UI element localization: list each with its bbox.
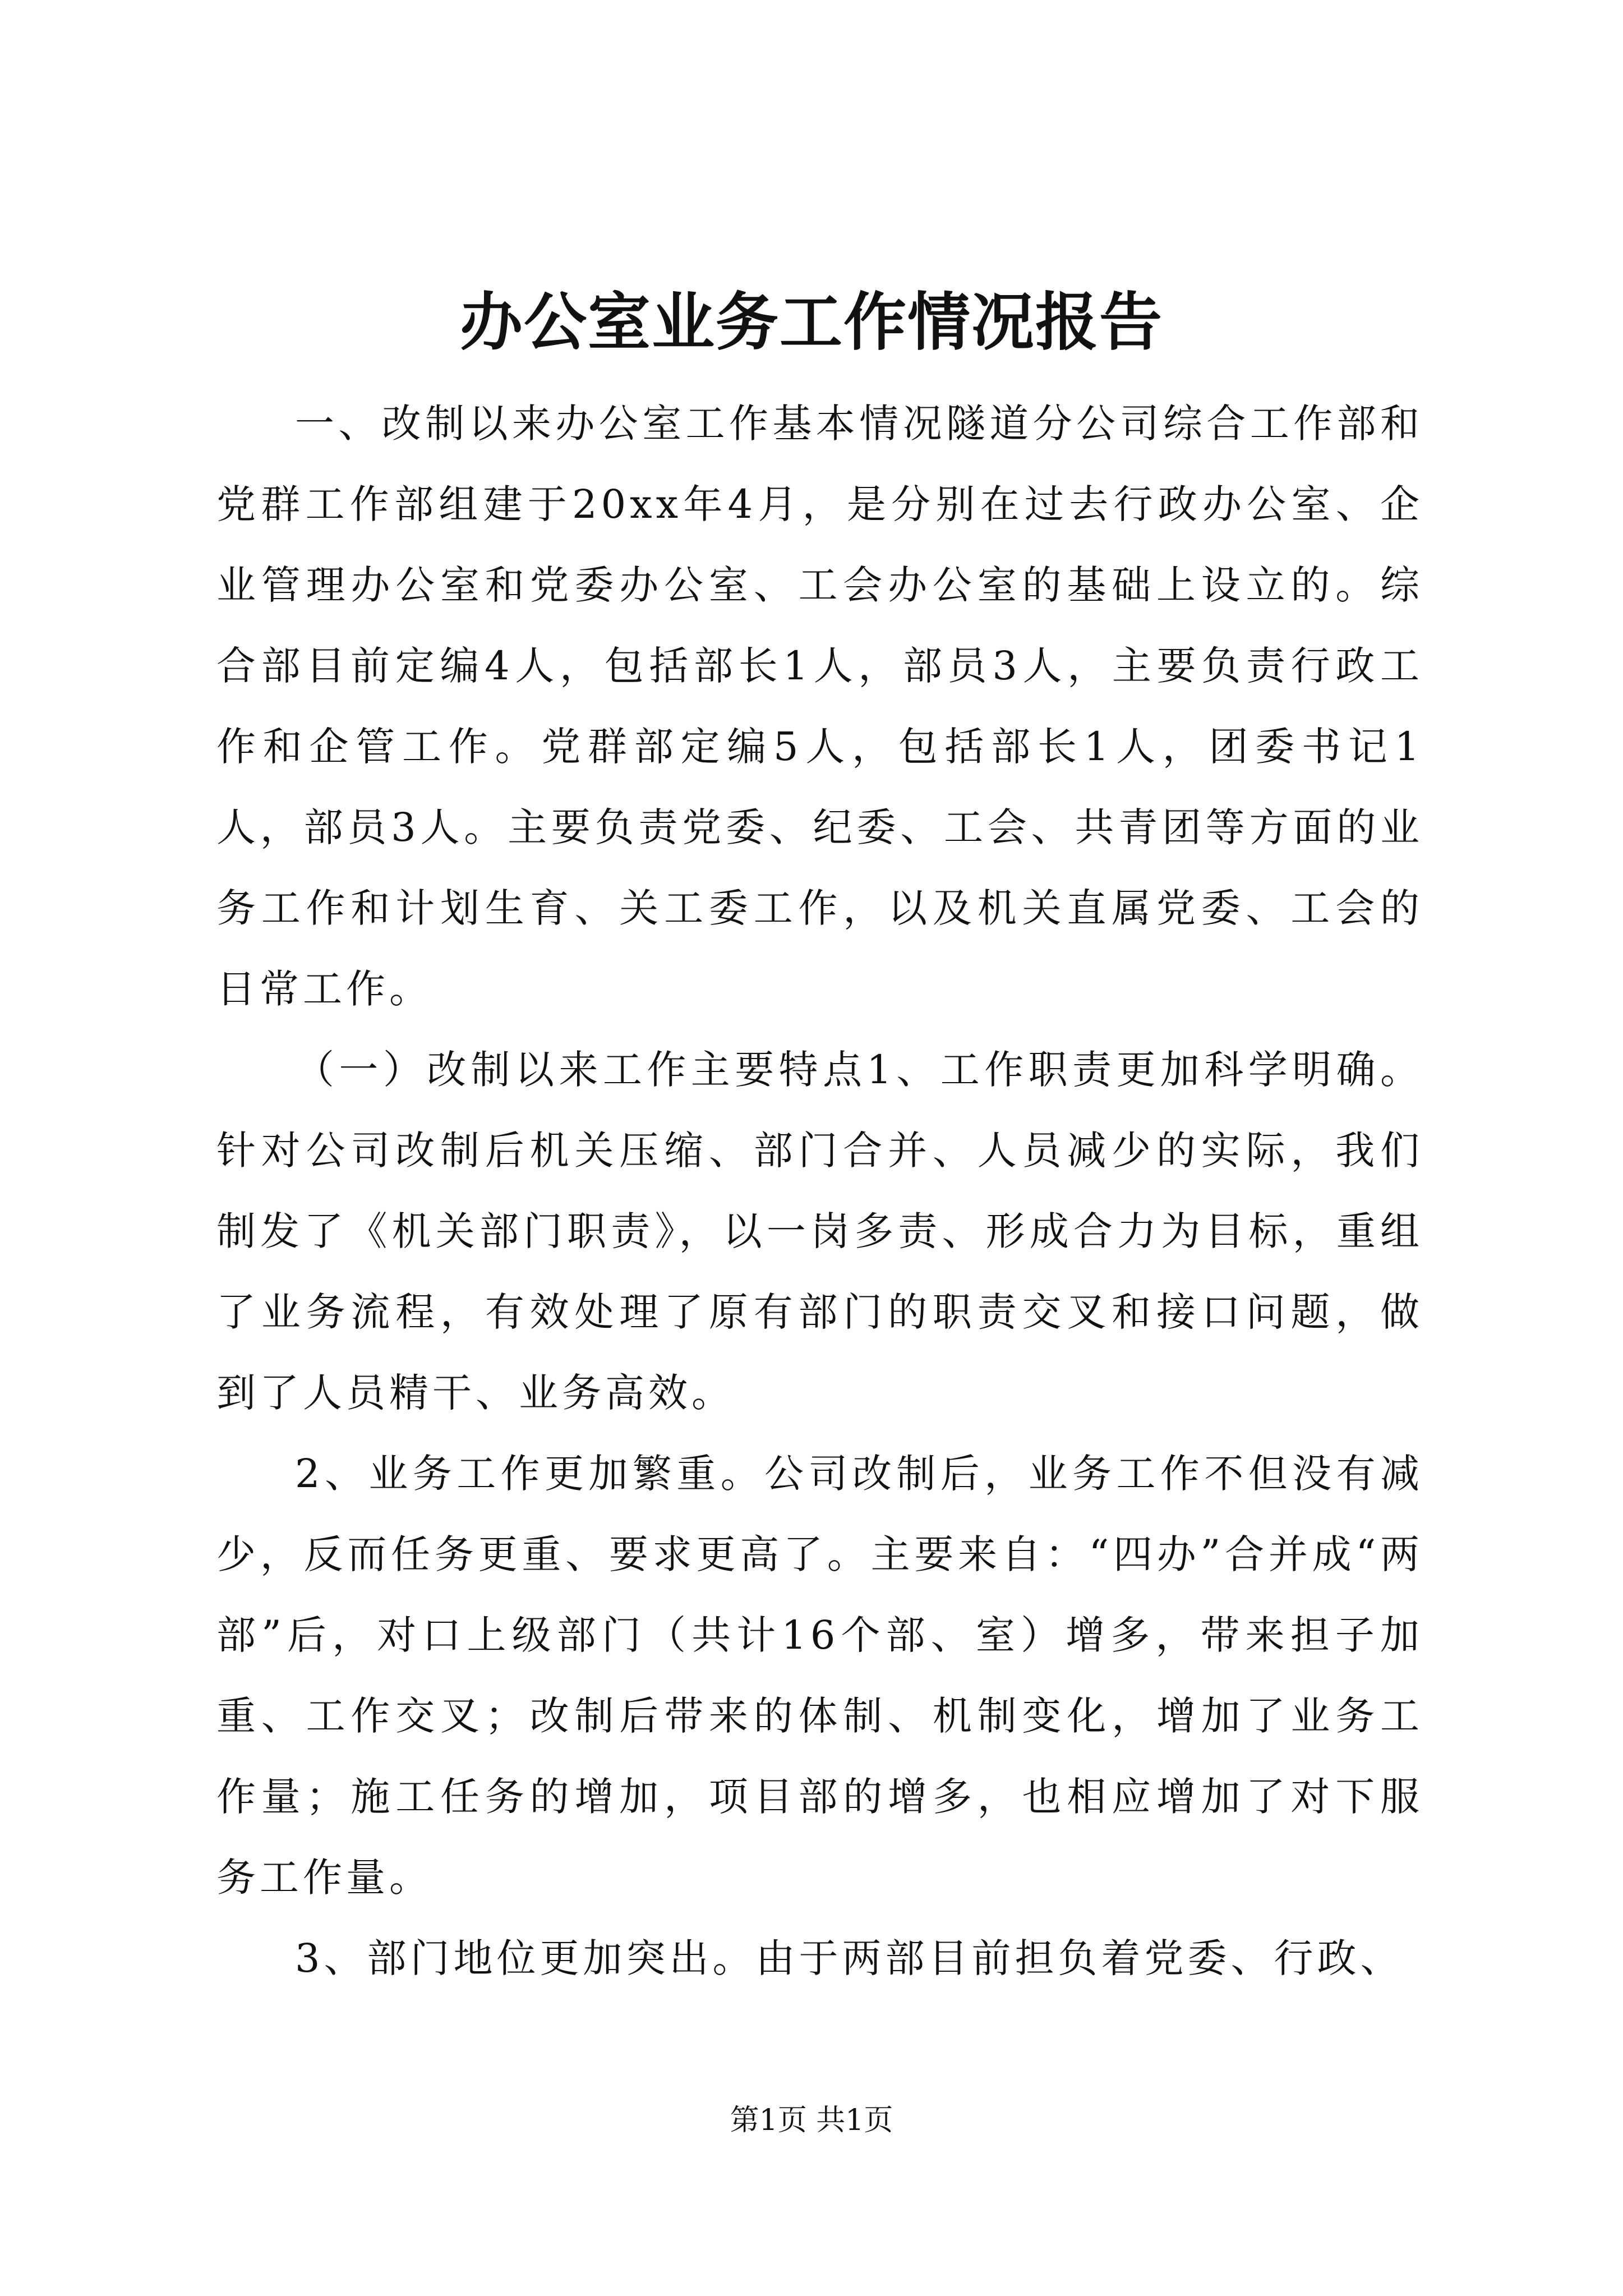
page-footer: 第1页 共1页 (730, 2104, 893, 2137)
document-body (216, 383, 1423, 1999)
paragraph-features-duties: （一）改制以来工作主要特点1、工作职责更加科学明确。针对公司改制后机关压缩、部门合并、人员减少的实际，我们制发了《机关部门职责》，以一岗多责、形成合力为目标，重组了业务流程，有效处理了原有部门的职责交叉和接口问题，做到了人员精干、业务高效。 (216, 1047, 1423, 1416)
paragraph-basic-situation: 一、改制以来办公室工作基本情况隧道分公司综合工作部和党群工作部组建于20xx年4月，是分别在过去行政办公室、企业管理办公室和党委办公室、工会办公室的基础上设立的。综合部目前定编4人，包括部长1人，部员3人，主要负责行政工作和企管工作。党群部定编5人，包括部长1人，团委书记1人，部员3人。主要负责党委、纪委、工会、共青团等方面的业务工作和计划生育、关工委工作，以及机关直属党委、工会的日常工作。 (216, 401, 1423, 1012)
paragraph-heavier-workload: 2、业务工作更加繁重。公司改制后，业务工作不但没有减少，反而任务更重、要求更高了。主要来自：“四办”合并成“两部”后，对口上级部门（共计16个部、室）增多，带来担子加重、工作交叉；改制后带来的体制、机制变化，增加了业务工作量；施工任务的增加，项目部的增多，也相应增加了对下服务工作量。 (216, 1451, 1423, 1901)
document-title: 办公室业务工作情况报告 (460, 286, 1163, 359)
paragraph-department-status: 3、部门地位更加突出。由于两部目前担负着党委、行政、 (295, 1935, 1404, 1981)
